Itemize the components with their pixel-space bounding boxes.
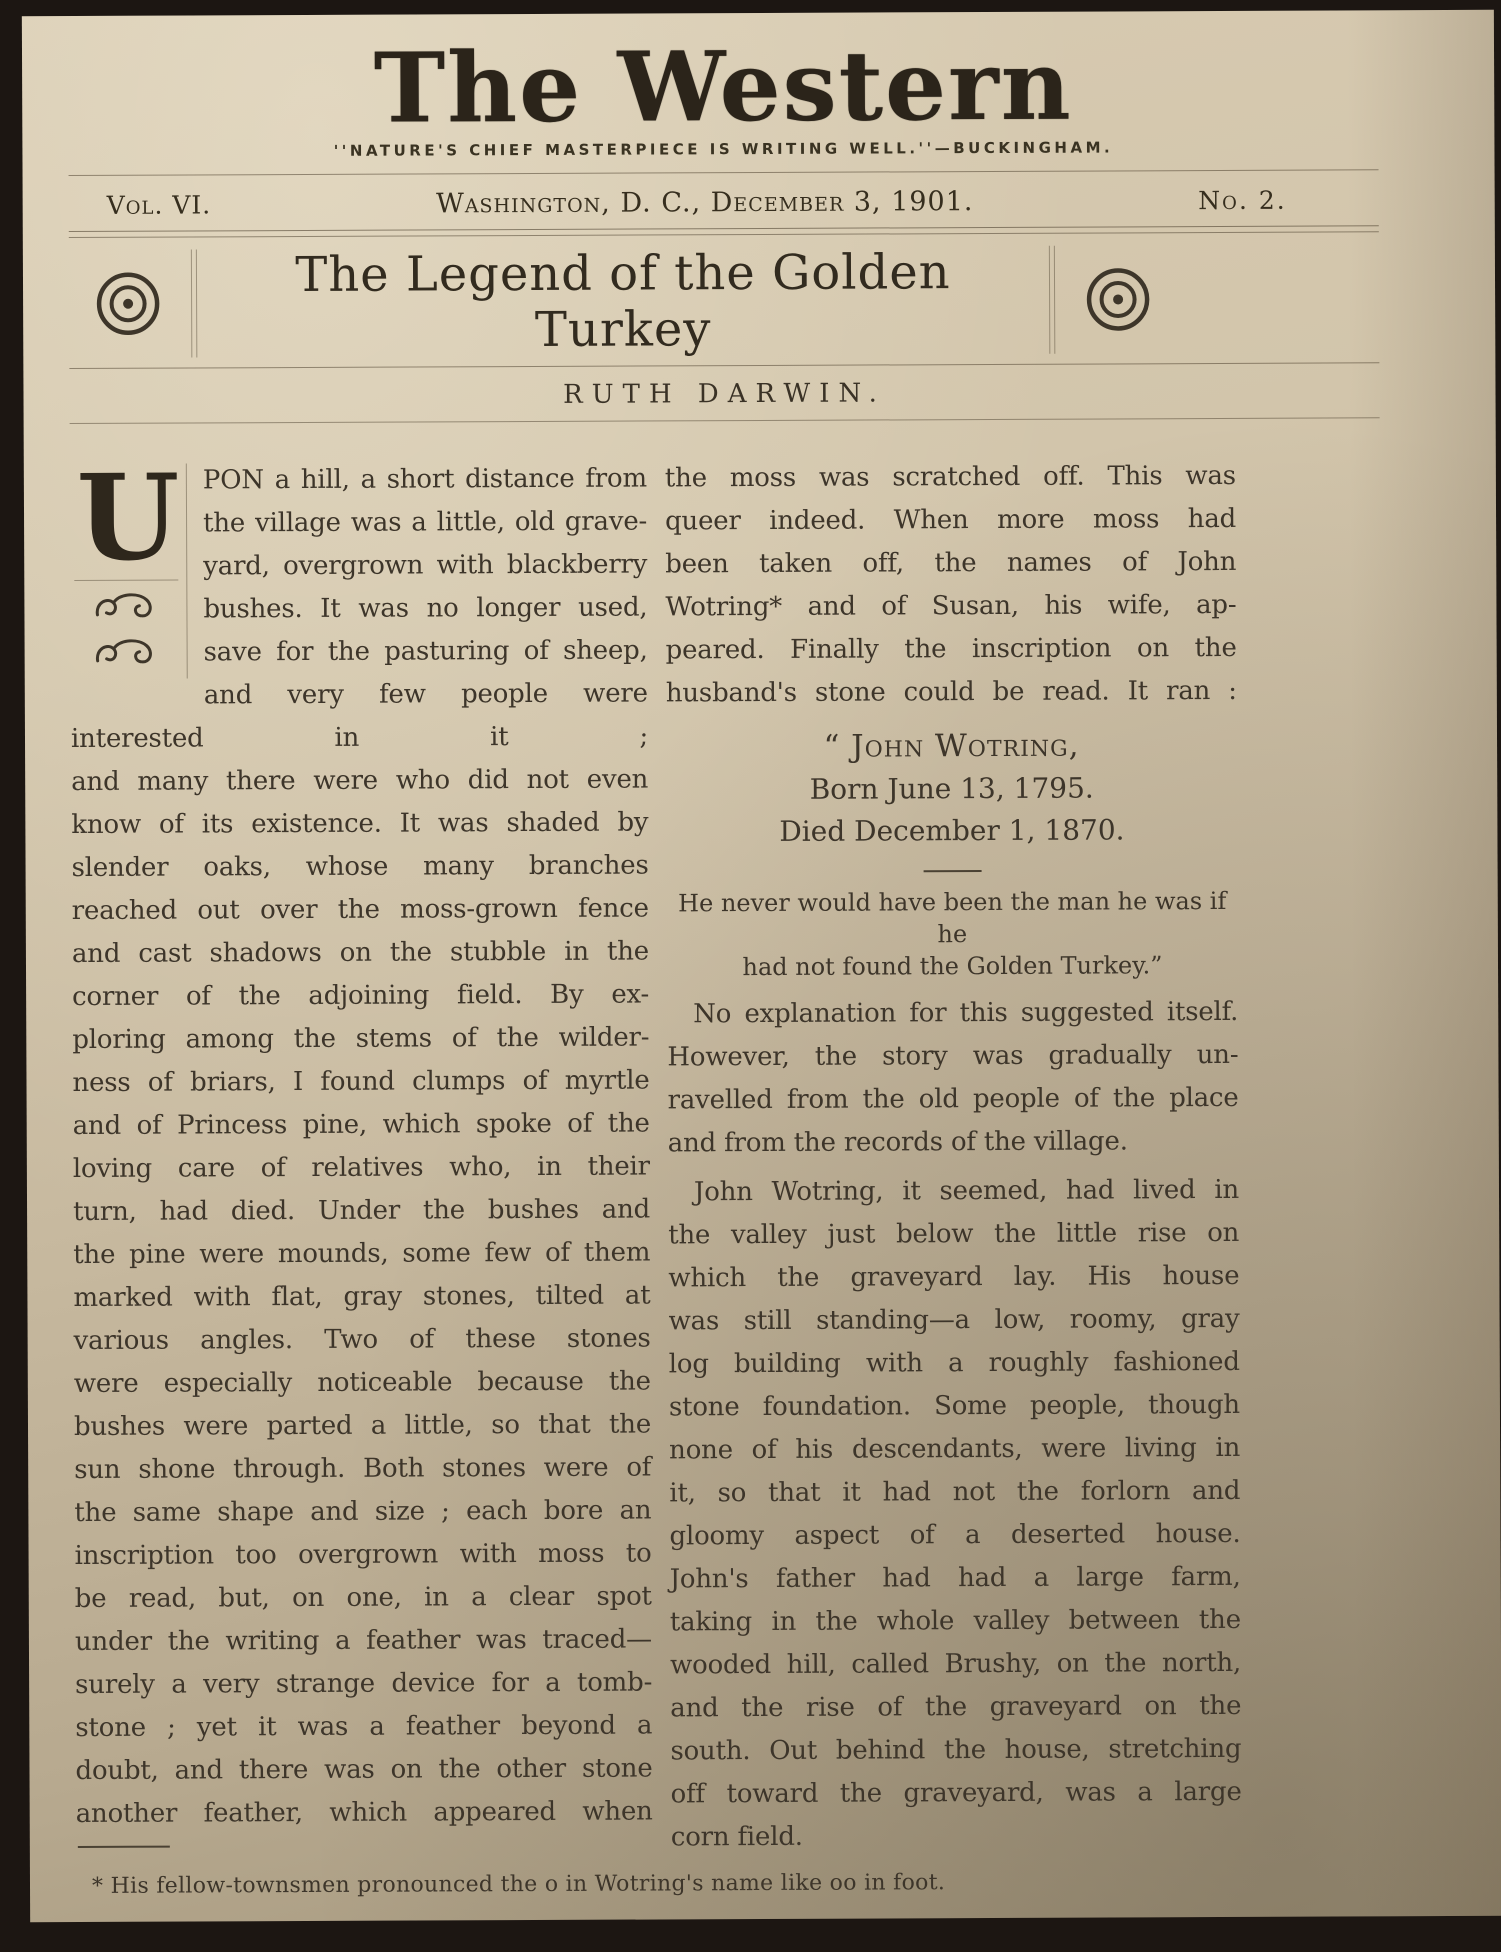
text-line: and cast shadows on the stubble in the xyxy=(71,936,650,969)
masthead-motto: ''NATURE'S CHIEF MASTERPIECE IS WRITING WELL.''—BUCKINGHAM. xyxy=(333,138,1114,160)
text-line: husband's stone could be read. It ran : xyxy=(665,675,1237,709)
text-line: been taken off, the names of John xyxy=(665,546,1237,580)
text-line: the pine were mounds, some few of them xyxy=(73,1237,651,1270)
drop-cap: U xyxy=(76,447,180,587)
text-line: bushes were parted a little, so that the xyxy=(73,1409,652,1442)
article-title-banner xyxy=(69,233,1178,368)
bullseye-icon xyxy=(1080,261,1156,337)
article-body xyxy=(70,419,1242,1862)
text-line: south. Out behind the house, stretching xyxy=(670,1733,1242,1767)
text-line: John's father had had a large farm, xyxy=(669,1561,1241,1595)
text-line: corn field. xyxy=(670,1821,803,1853)
left-column xyxy=(70,447,653,1862)
author-strip xyxy=(69,363,1379,424)
text-line: were especially noticeable because the xyxy=(73,1366,651,1399)
footnote-rule xyxy=(78,1845,170,1847)
text-line: the village was a little, old grave- xyxy=(202,506,648,539)
text-line: corner of the adjoining field. By ex- xyxy=(72,979,650,1012)
text-line: PON a hill, a short distance from xyxy=(202,463,647,496)
text-line: gloomy aspect of a deserted house. xyxy=(669,1518,1241,1552)
text-line: stone ; yet it was a feather beyond a xyxy=(75,1710,653,1743)
text-line: stone foundation. Some people, though xyxy=(668,1389,1240,1423)
text-line: off toward the graveyard, was a large xyxy=(670,1776,1242,1810)
right-column xyxy=(665,455,1242,1859)
dateline-text: Washington, D. C., December 3, 1901. xyxy=(435,185,974,220)
text-line: and very few people were interested in it ; xyxy=(70,678,649,754)
bullseye-ornament-right xyxy=(1059,261,1177,338)
epitaph-line: had not found the Golden Turkey.” xyxy=(742,951,1163,981)
scroll-flourish-icon xyxy=(94,637,160,673)
bullseye-icon xyxy=(90,265,166,341)
text-line: ravelled from the old people of the place xyxy=(667,1082,1239,1116)
text-line: bushes. It was no longer used, xyxy=(203,592,648,625)
text-line: sun shone through. Both stones were of xyxy=(74,1452,652,1485)
tombstone-inscription xyxy=(666,723,1238,853)
inscription-divider xyxy=(923,870,981,872)
text-line: none of his descendants, were living in xyxy=(669,1432,1241,1466)
text-line: various angles. Two of these stones xyxy=(73,1323,651,1356)
text-line: and from the records of the village. xyxy=(667,1126,1128,1159)
text-line: slender oaks, whose many branches xyxy=(71,850,649,883)
scroll-flourish-icon xyxy=(93,591,159,627)
text-line: ness of briars, I found clumps of myrtle xyxy=(72,1065,650,1098)
epitaph-quote xyxy=(667,885,1238,983)
text-line: and many there were who did not even xyxy=(71,764,649,797)
text-line: loving care of relatives who, in their xyxy=(72,1151,650,1184)
text-line: the same shape and size ; each bore an xyxy=(74,1495,652,1528)
paragraph xyxy=(665,455,1237,715)
epitaph-line: He never would have been the man he was if he xyxy=(678,886,1227,949)
text-line: queer indeed. When more moss had xyxy=(664,503,1237,537)
text-line: surely a very strange device for a tomb- xyxy=(75,1667,653,1700)
text-line: and of Princess pine, which spoke of the xyxy=(72,1108,650,1141)
issue-label: No. 2. xyxy=(1198,185,1287,215)
dateline-row xyxy=(69,170,1379,231)
text-line: John Wotring, it seemed, had lived in xyxy=(693,1174,1240,1208)
newspaper-page xyxy=(22,10,1501,1922)
text-line: turn, had died. Under the bushes and xyxy=(73,1194,651,1227)
inscription-born: Born June 13, 1795. xyxy=(809,771,1094,806)
footnote: * His fellow-townsmen pronounced the o in Wotring's name like oo in foot. xyxy=(91,1870,946,1899)
text-line: taking in the whole valley between the xyxy=(669,1604,1241,1638)
bullseye-ornament-left xyxy=(69,265,187,342)
text-line: inscription too overgrown with moss to xyxy=(74,1538,652,1571)
text-line: be read, but, on one, in a clear spot xyxy=(74,1581,652,1614)
text-line: the valley just below the little rise on xyxy=(668,1217,1240,1251)
drop-cap-block xyxy=(70,447,188,679)
text-line: log building with a roughly fashioned xyxy=(668,1346,1240,1380)
text-line: save for the pasturing of sheep, xyxy=(203,635,648,668)
article-title: The Legend of the Golden Turkey xyxy=(295,243,951,358)
text-line: peared. Finally the inscription on the xyxy=(665,632,1237,666)
text-line: marked with flat, gray stones, tilted at xyxy=(73,1280,651,1313)
text-line: which the graveyard lay. His house xyxy=(668,1260,1240,1294)
volume-label: Vol. VI. xyxy=(106,190,212,220)
banner-divider-left xyxy=(191,249,197,357)
text-line: ploring among the stems of the wilder- xyxy=(72,1022,650,1055)
text-line: the moss was scratched off. This was xyxy=(664,460,1236,494)
inscription-name: “ John Wotring, xyxy=(823,727,1080,765)
banner-divider-right xyxy=(1049,246,1055,354)
text-line: reached out over the moss-grown fence xyxy=(71,893,649,926)
drop-cap-flourishes xyxy=(74,580,178,673)
text-line: However, the story was gradually un- xyxy=(667,1039,1239,1073)
text-line: yard, overgrown with blackberry xyxy=(203,549,648,582)
text-line: under the writing a feather was traced— xyxy=(74,1624,653,1657)
article-author: RUTH DARWIN. xyxy=(563,378,886,410)
inscription-died: Died December 1, 1870. xyxy=(779,813,1125,848)
text-line: No explanation for this suggested itself. xyxy=(693,996,1239,1030)
text-line: Wotring* and of Susan, his wife, ap- xyxy=(665,589,1237,623)
paragraph xyxy=(668,1169,1242,1859)
masthead-title: The Western xyxy=(373,28,1073,145)
text-line: another feather, which appeared when xyxy=(75,1796,653,1829)
text-line: it, so that it had not the forlorn and xyxy=(669,1475,1241,1509)
text-line: doubt, and there was on the other stone xyxy=(75,1753,653,1786)
masthead xyxy=(68,28,1379,238)
paragraph xyxy=(667,991,1239,1165)
text-line: and the rise of the graveyard on the xyxy=(670,1690,1242,1724)
text-line: was still standing—a low, roomy, gray xyxy=(668,1303,1240,1337)
text-line: wooded hill, called Brushy, on the north, xyxy=(669,1647,1242,1681)
text-line: know of its existence. It was shaded by xyxy=(71,807,649,840)
